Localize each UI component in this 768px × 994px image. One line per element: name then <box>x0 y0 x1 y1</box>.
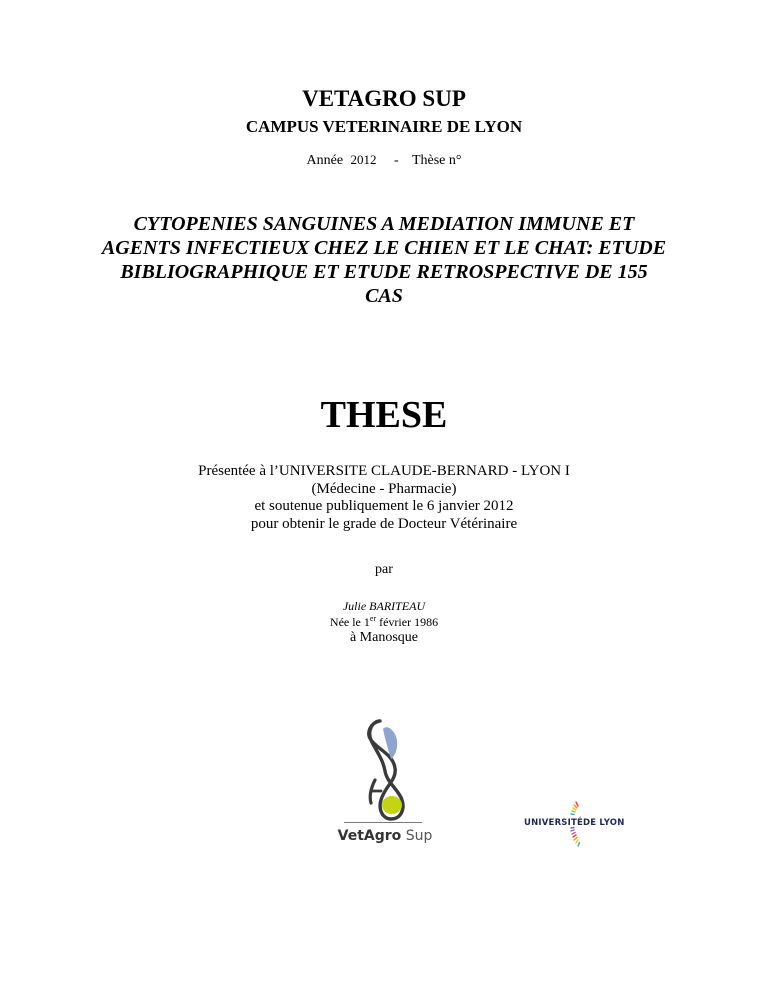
by-label: par <box>375 562 393 577</box>
institution-name: VETAGRO SUP <box>302 86 466 111</box>
vetagro-rule <box>344 822 422 823</box>
vetagro-logo <box>335 718 435 844</box>
campus-name: CAMPUS VETERINAIRE DE LYON <box>245 117 523 136</box>
author-name: Julie BARITEAU <box>342 599 426 613</box>
vetagro-word-2: Sup <box>401 828 433 844</box>
udl-wordmark <box>524 818 625 828</box>
presentation-line: Présentée à l’UNIVERSITE CLAUDE-BERNARD - LYON I <box>198 463 570 479</box>
presentation-line: et soutenue publiquement le 6 janvier 2012 <box>254 498 514 514</box>
vetagro-word-1: VetAgro <box>337 828 402 844</box>
universite-de-lyon-logo <box>521 800 631 855</box>
presentation-line: (Médecine - Pharmacie) <box>311 480 457 497</box>
birth-prefix: Née le 1 <box>329 615 370 629</box>
thesis-title <box>0 212 768 308</box>
birth-ordinal: er <box>369 614 377 623</box>
vetagro-emblem-icon <box>335 718 435 822</box>
title-line: CAS <box>365 285 403 307</box>
vetagro-wordmark <box>335 828 435 844</box>
birthplace: à Manosque <box>349 630 419 645</box>
presentation-line: pour obtenir le grade de Docteur Vétérinaire <box>250 515 518 532</box>
title-line: CYTOPENIES SANGUINES A MEDIATION IMMUNE ET <box>133 213 635 235</box>
year-label: Année <box>306 153 344 168</box>
title-line: BIBLIOGRAPHIQUE ET ETUDE RETROSPECTIVE DE 155 <box>120 261 648 283</box>
presentation-block <box>0 463 768 533</box>
udl-word-2: DE LYON <box>583 818 625 828</box>
year-line <box>0 152 768 169</box>
birth-suffix: février 1986 <box>376 615 439 629</box>
thesis-number-label: Thèse n° <box>411 153 462 168</box>
udl-word-1: UNIVERSITÉ <box>524 818 583 828</box>
year-separator: - <box>394 153 399 168</box>
document-type: THESE <box>320 394 448 436</box>
title-line: AGENTS INFECTIEUX CHEZ LE CHIEN ET LE CHAT: ETUDE <box>101 237 667 259</box>
year-value: 2012 <box>350 152 377 167</box>
birth-date <box>0 614 768 630</box>
